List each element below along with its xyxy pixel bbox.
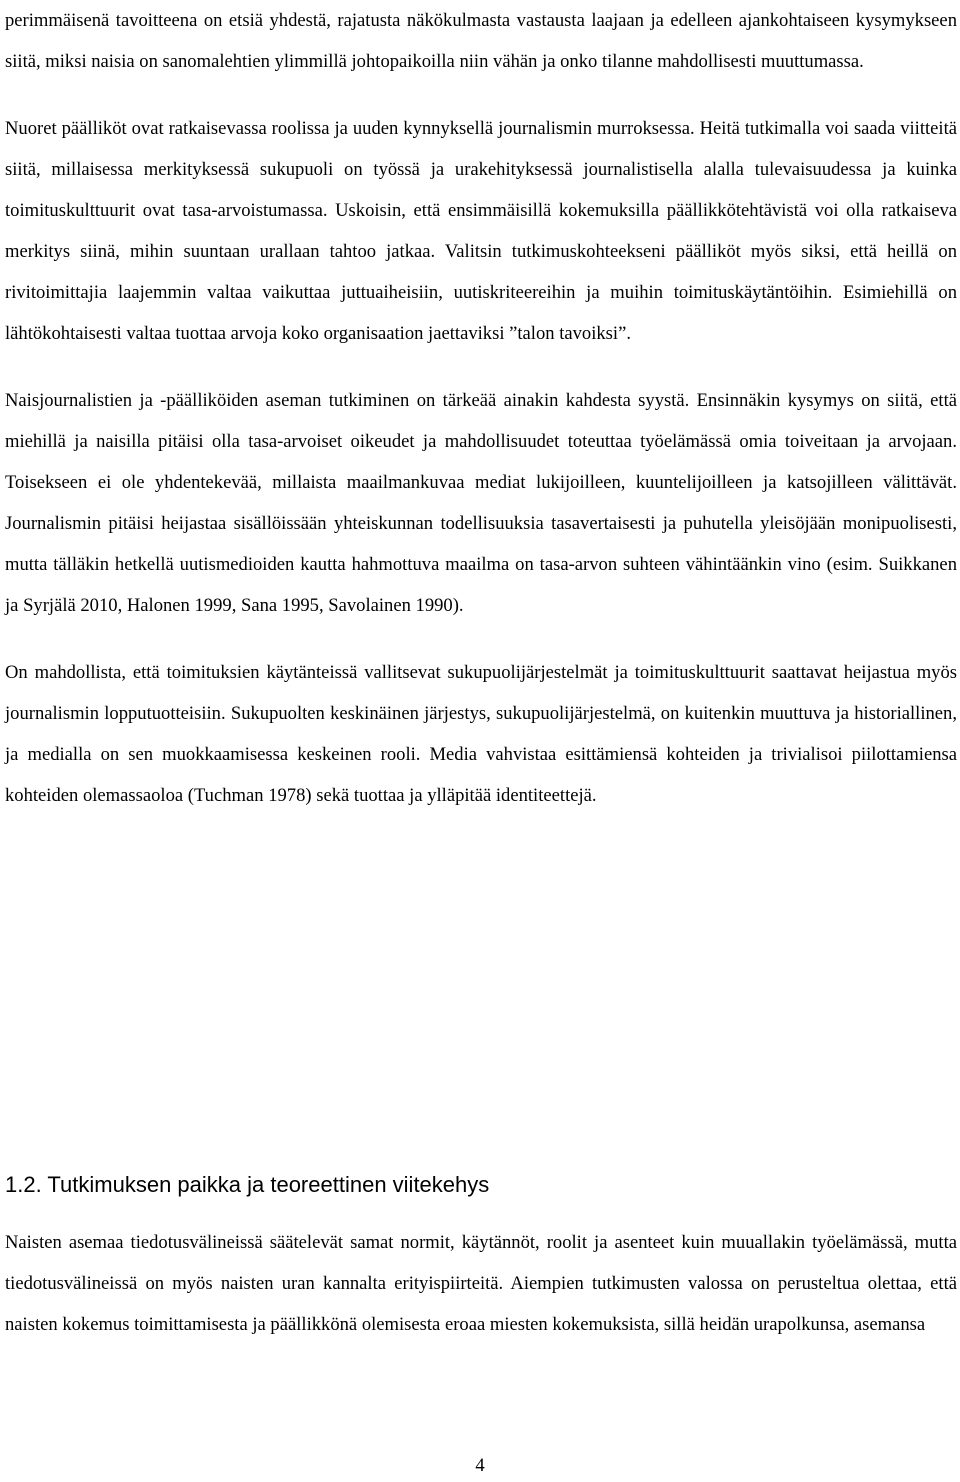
body-paragraph-1: perimmäisenä tavoitteena on etsiä yhdestä, rajatusta näkökulmasta vastausta laajaan ja edelleen ajankohtaiseen kysymykseen siitä, miksi naisia on sanomalehtien ylimmillä johtopaikoilla niin vähän ja onko tilanne mahdollisesti muuttumassa. <box>5 10 957 72</box>
body-paragraph-2: Nuoret päälliköt ovat ratkaisevassa roolissa ja uuden kynnyksellä journalismin murroksessa. Heitä tutkimalla voi saada viitteitä siitä, millaisessa merkityksessä sukupuoli on työssä ja urakehityksessä journalistisella alalla tulevaisuudessa ja kuinka toimituskulttuurit ovat tasa-arvoistumassa. Uskoisin, että ensimmäisillä kokemuksilla päällikkötehtävistä voi olla ratkaiseva merkitys siinä, mihin suuntaan urallaan tahtoo jatkaa. Valitsin tutkimuskohteekseni päälliköt myös siksi, että heillä on rivitoimittajia laajemmin valtaa vaikuttaa juttuaiheisiin, uutiskriteereihin ja muihin toimituskäytäntöihin. Esimiehillä on lähtökohtaisesti valtaa tuottaa arvoja koko organisaation jaettaviksi ”talon tavoiksi”. <box>5 118 957 344</box>
section-heading: 1.2. Tutkimuksen paikka ja teoreettinen viitekehys <box>5 1172 490 1197</box>
document-page <box>5 0 957 1335</box>
body-paragraph-3: Naisjournalistien ja -päälliköiden aseman tutkiminen on tärkeää ainakin kahdesta syystä. Ensinnäkin kysymys on siitä, että miehillä ja naisilla pitäisi olla tasa-arvoiset oikeudet ja mahdollisuudet toteuttaa työelämässä omia toiveitaan ja arvojaan. Toisekseen ei ole yhdentekevää, millaista maailmankuvaa mediat lukijoilleen, kuuntelijoilleen ja katsojilleen välittävät. Journalismin pitäisi heijastaa sisällöissään yhteiskunnan todellisuuksia tasavertaisesti ja puhutella yleisöjään monipuolisesti, mutta tälläkin hetkellä uutismedioiden kautta hahmottuva maailma on tasa-arvon suhteen vähintäänkin vino (esim. Suikkanen ja Syrjälä 2010, Halonen 1999, Sana 1995, Savolainen 1990). <box>5 390 957 616</box>
page-number: 4 <box>475 1455 485 1476</box>
section-paragraph: Naisten asemaa tiedotusvälineissä säätelevät samat normit, käytännöt, roolit ja asenteet kuin muuallakin työelämässä, mutta tiedotusvälineissä on myös naisten uran kannalta erityispiirteitä. Aiempien tutkimusten valossa on perusteltua olettaa, että naisten kokemus toimittamisesta ja päällikkönä olemisesta eroaa miesten kokemuksista, sillä heidän urapolkunsa, asemansa <box>5 1232 957 1335</box>
body-paragraph-4: On mahdollista, että toimituksien käytänteissä vallitsevat sukupuolijärjestelmät ja toimituskulttuurit saattavat heijastua myös journalismin lopputuotteisiin. Sukupuolten keskinäinen järjestys, sukupuolijärjestelmä, on kuitenkin muuttuva ja historiallinen, ja medialla on sen muokkaamisessa keskeinen rooli. Media vahvistaa esittämiensä kohteiden ja trivialisoi piilottamiensa kohteiden olemassaoloa (Tuchman 1978) sekä tuottaa ja ylläpitää identiteettejä. <box>5 662 957 806</box>
